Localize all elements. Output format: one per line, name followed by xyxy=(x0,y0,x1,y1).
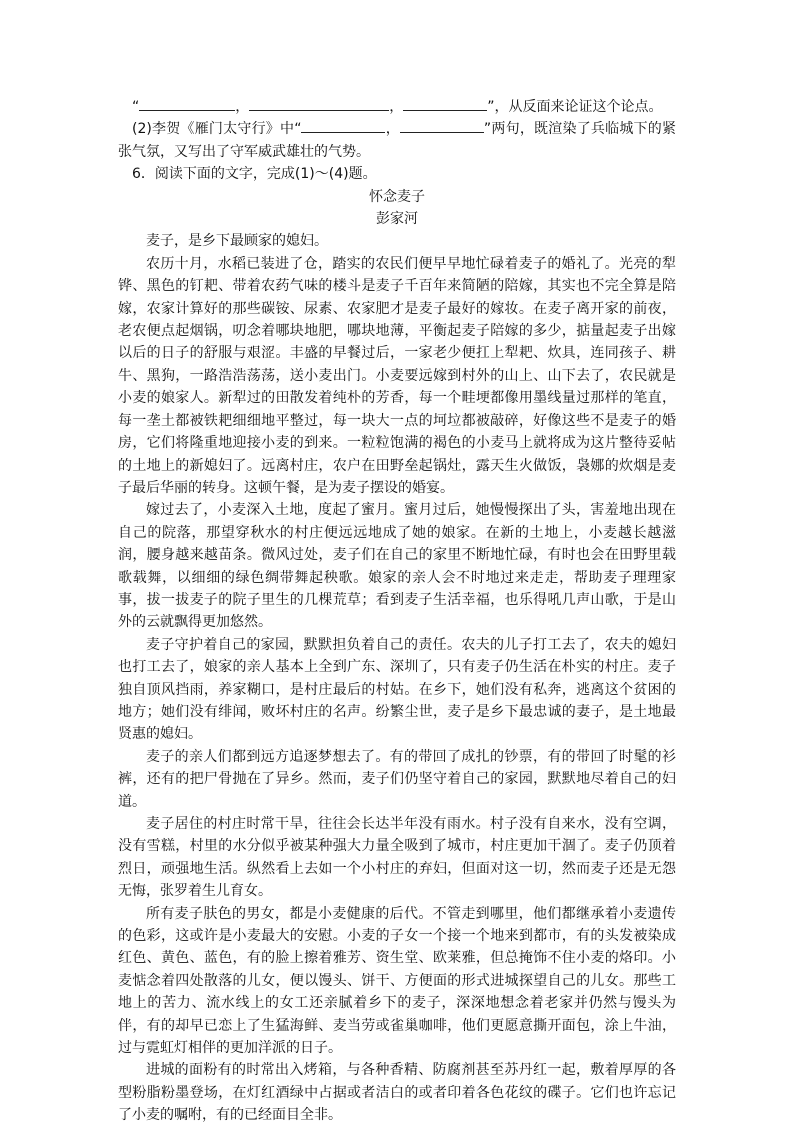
article-paragraph: 麦子，是乡下最顾家的媳妇。 xyxy=(146,233,328,250)
question-text: ”，从反面来论证这个论点。 xyxy=(487,99,663,115)
answer-blank xyxy=(400,118,484,133)
question-5-part-2 xyxy=(118,118,676,163)
article-paragraph: 麦子居住的村庄时常干旱，往往会长达半年没有雨水。村子没有自来水，没有空调，没有雪糕，村里的水分似乎被某种强大力量全吸到了城市，村庄更加干涸了。麦子仍顶着烈日，顽强地生活。纵然看上去如一个小村庄的弃妇，但面对这一切，然而麦子还是无怨无悔，张罗着生儿育女。 xyxy=(118,816,676,900)
article-author: 彭家河 xyxy=(376,211,418,228)
answer-blank xyxy=(249,96,389,111)
article-paragraph: 嫁过去了，小麦深入土地，度起了蜜月。蜜月过后，她慢慢探出了头，害羞地出现在自己的院落，那望穿秋水的村庄便远远地成了她的娘家。在新的土地上，小麦越长越滋润，腰身越来越苗条。微风过处，麦子们在自己的家里不断地忙碌，有时也会在田野里载歌载舞，以细细的绿色绸带舞起秧歌。娘家的亲人会不时地过来走走，帮助麦子理理家事，拔一拔麦子的院子里生的几棵荒草；看到麦子生活幸福，也乐得吼几声山歌，于是山外的云就飘得更加悠然。 xyxy=(118,502,676,631)
separator: ， xyxy=(385,121,400,138)
article-paragraph: 进城的面粉有的时常出入烤箱，与各种香精、防腐剂甚至苏丹红一起，敷着厚厚的各型粉脂粉墨登场，在灯红酒绿中占据或者洁白的或者印着各色花纹的碟子。它们也许忘记了小麦的嘱咐，有的已经面目全非。 xyxy=(118,1062,676,1124)
article-paragraph: 麦子守护着自己的家园，默默担负着自己的责任。农夫的儿子打工去了，农夫的媳妇也打工去了，娘家的亲人基本上全到广东、深圳了，只有麦子仍生活在朴实的村庄。麦子独自顶风挡雨，养家糊口，是村庄最后的村姑。在乡下，她们没有私奔，逃离这个贫困的地方；她们没有绯闻，败坏村庄的名声。纷繁尘世，麦子是乡下最忠诚的妻子，是土地最贤惠的媳妇。 xyxy=(118,636,676,743)
article-paragraph: 所有麦子肤色的男女，都是小麦健康的后代。不管走到哪里，他们都继承着小麦遗传的色彩，这或许是小麦最大的安慰。小麦的子女一个接一个地来到都市，有的头发被染成红色、黄色、蓝色，有的脸上擦着雅芳、资生堂、欧莱雅，但总掩饰不住小麦的烙印。小麦惦念着四处散落的儿女，便以馒头、饼干、方便面的形式进城探望自己的儿女。那些工地上的苦力、流水线上的女工还亲腻着乡下的麦子，深深地想念着老家并仍然与馒头为伴，有的却早已恋上了生猛海鲜、麦当劳或雀巢咖啡，他们更愿意撕开面包，涂上牛油，过与霓虹灯相伴的更加洋派的日子。 xyxy=(118,905,676,1057)
article-paragraph: 农历十月，水稻已装进了仓，踏实的农民们便早早地忙碌着麦子的婚礼了。光亮的犁铧、黑色的钉耙、带着农药气味的楼斗是麦子千百年来简陋的陪嫁，其实也不完全算是陪嫁，农家计算好的那些碳铵、尿素、农家肥才是麦子最好的嫁妆。在麦子离开家的前夜，老农便点起烟锅，叨念着哪块地肥，哪块地薄，平衡起麦子陪嫁的多少，掂量起麦子出嫁以后的日子的舒服与艰涩。丰盛的早餐过后，一家老少便扛上犁耙、炊具，连同孩子、耕牛、黑狗，一路浩浩荡荡，送小麦出门。小麦要远嫁到村外的山上、山下去了，农民就是小麦的娘家人。新犁过的田散发着纯朴的芳香，每一个畦埂都像用墨线量过那样的笔直，每一垄土都被铁耙细细地平整过，每一块大一点的坷垃都被敲碎，好像这些不是麦子的婚房，它们将隆重地迎接小麦的到来。一粒粒饱满的褐色的小麦马上就将成为这片整待妥帖的土地上的新媳妇了。远离村庄，农户在田野垒起锅灶，露天生火做饭，袅娜的炊烟是麦子最后华丽的转身。这顿午餐，是为麦子摆设的婚宴。 xyxy=(118,255,676,496)
answer-blank xyxy=(403,96,487,111)
document-body xyxy=(118,96,676,1127)
separator: ， xyxy=(389,99,404,115)
question-5-continuation xyxy=(118,96,676,118)
separator: ， xyxy=(235,99,250,115)
question-text: (2)李贺《雁门太守行》中“ xyxy=(132,121,302,138)
question-text: ”两句，既渲染了兵临城下的紧张气氛，又写出了守军威武雄壮的气势。 xyxy=(118,121,676,160)
question-6-instruction: 6．阅读下面的文字，完成(1)～(4)题。 xyxy=(132,166,377,183)
answer-blank xyxy=(139,96,235,111)
open-quote: “ xyxy=(132,99,140,115)
article-paragraph: 麦子的亲人们都到远方追逐梦想去了。有的带回了成扎的钞票，有的带回了时髦的衫裤，还有的把尸骨抛在了异乡。然而，麦子们仍坚守着自己的家园，默默地尽着自己的妇道。 xyxy=(118,748,676,810)
article-title: 怀念麦子 xyxy=(369,188,425,205)
answer-blank xyxy=(301,118,385,133)
